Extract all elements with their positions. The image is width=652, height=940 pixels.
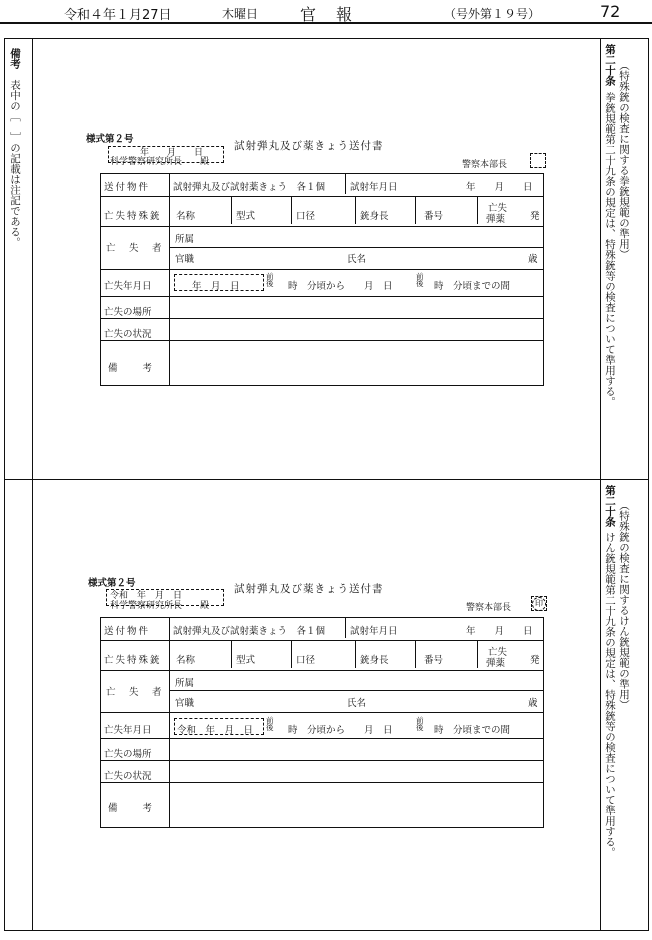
ammo-label-2: 弾薬 [486, 658, 506, 669]
affiliation: 所属 [175, 234, 195, 245]
rank: 官職 [175, 254, 195, 265]
lower-article-text: けん銃規範第二十九条の規定は、特殊銃等の検査について準用する。 [604, 532, 616, 858]
lost-date-end: 時 分頃までの間 [434, 281, 511, 292]
person-name: 氏名 [347, 698, 367, 709]
label-lost-situation: 亡失の状況 [104, 771, 152, 782]
lost-date-from: 令和 年 月 日 [177, 725, 254, 736]
label-lost-situation: 亡失の状況 [104, 329, 152, 340]
test-date-value: 年 月 日 [466, 182, 533, 193]
form-date-line: 年 月 日 [140, 148, 204, 158]
addressee: 科学警察研究所長 殿 [110, 601, 210, 611]
label-test-date: 試射年月日 [350, 626, 398, 637]
header-publication: 官報 [300, 5, 373, 24]
test-date-value: 年 月 日 [466, 626, 533, 637]
label-lost-date: 亡失年月日 [104, 281, 152, 292]
person-age: 歳 [528, 254, 538, 265]
lost-date-mid: 時 分頃から 月 日 [288, 725, 393, 736]
gun-col-name: 名称 [176, 211, 196, 222]
item-value: 試射弾丸及び試射薬きょう 各１個 [173, 626, 326, 637]
gun-col-barrel: 銃身長 [360, 211, 389, 222]
lower-article-heading: （特殊銃の検査に関するけん銃規範の準用） [618, 500, 630, 710]
affiliation: 所属 [175, 678, 195, 689]
form-title: 試射弾丸及び薬きょう送付書 [234, 140, 384, 152]
ammo-label-1: 亡失 [488, 203, 508, 214]
rank: 官職 [175, 698, 195, 709]
ammo-unit: 発 [530, 655, 540, 666]
addressee: 科学警察研究所長 殿 [110, 157, 210, 167]
gun-col-model: 型式 [236, 655, 256, 666]
sender: 警察本部長 [462, 160, 508, 170]
gun-col-caliber: 口径 [296, 655, 316, 666]
seal-stamp: 印 [532, 597, 546, 611]
ammo-label-2: 弾薬 [486, 214, 506, 225]
label-person: 亡 失 者 [106, 687, 164, 698]
gun-col-barrel: 銃身長 [360, 655, 389, 666]
left-column-divider [32, 38, 33, 931]
form-title: 試射弾丸及び薬きょう送付書 [234, 583, 384, 595]
label-lost-date: 亡失年月日 [104, 725, 152, 736]
gun-col-name: 名称 [176, 655, 196, 666]
gun-col-caliber: 口径 [296, 211, 316, 222]
ampm-marker-2: 前 後 [416, 716, 424, 732]
form-id: 様式第２号 [86, 134, 134, 145]
left-note-text: 表中の［ ］の記載は注記である。 [9, 79, 21, 248]
upper-article-text: 拳銃規範第二十九条の規定は、特殊銃等の検査について準用する。 [604, 92, 616, 407]
label-test-date: 試射年月日 [350, 182, 398, 193]
lower-article [603, 485, 616, 527]
person-age: 歳 [528, 698, 538, 709]
seal-box [530, 153, 546, 168]
ammo-unit: 発 [530, 211, 540, 222]
label-remarks: 備 考 [108, 803, 155, 814]
ampm-marker: 前 後 [266, 716, 274, 732]
label-person: 亡 失 者 [106, 243, 164, 254]
ammo-label-1: 亡失 [488, 647, 508, 658]
gun-col-model: 型式 [236, 211, 256, 222]
form-date-line: 令和 年 月 日 [110, 591, 183, 601]
label-lost-gun: 亡失特殊銃 [104, 655, 162, 666]
form-id: 様式第２号 [88, 578, 136, 589]
header-weekday: 木曜日 [222, 7, 259, 21]
item-value: 試射弾丸及び試射薬きょう 各１個 [173, 182, 326, 193]
person-name: 氏名 [347, 254, 367, 265]
header-page-number: 72 [600, 2, 621, 21]
gun-col-number: 番号 [424, 211, 444, 222]
lost-date-from: 年 月 日 [192, 281, 240, 292]
right-column-divider [600, 38, 601, 931]
left-note [8, 48, 21, 248]
label-lost-place: 亡失の場所 [104, 307, 152, 318]
gun-col-number: 番号 [424, 655, 444, 666]
left-note-label: 備考 [9, 48, 21, 69]
label-item: 送付物件 [104, 626, 151, 637]
upper-article-number: 第二十条 [604, 44, 616, 86]
ampm-marker-2: 前 後 [416, 272, 424, 288]
label-lost-place: 亡失の場所 [104, 749, 152, 760]
header-issue: （号外第１９号） [444, 7, 541, 21]
label-remarks: 備 考 [108, 363, 155, 374]
label-lost-gun: 亡失特殊銃 [104, 211, 162, 222]
header-date: 令和４年１月27日 [64, 8, 172, 23]
ampm-marker: 前 後 [266, 272, 274, 288]
page-header [0, 0, 652, 24]
section-divider [4, 479, 649, 480]
upper-article-heading: （特殊銃の検査に関する拳銃規範の準用） [618, 60, 630, 260]
lost-date-mid: 時 分頃から 月 日 [288, 281, 393, 292]
sender: 警察本部長 [466, 603, 512, 613]
label-item: 送付物件 [104, 182, 151, 193]
lost-date-end: 時 分頃までの間 [434, 725, 511, 736]
lower-article-number: 第二十条 [604, 485, 616, 527]
